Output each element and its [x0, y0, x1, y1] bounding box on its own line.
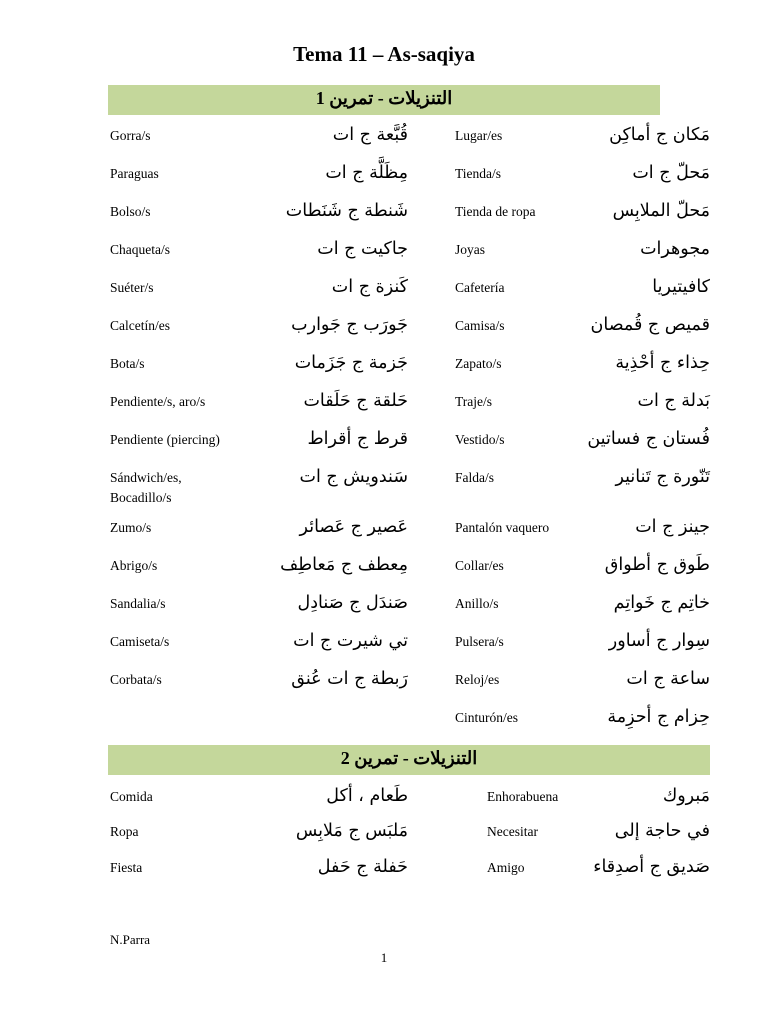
table-row	[0, 468, 768, 504]
spanish-term: Zumo/s	[110, 520, 152, 535]
arabic-term: طَعام ، أكل	[326, 786, 408, 806]
table-row	[0, 594, 768, 630]
spanish-term: Lugar/es	[455, 128, 503, 143]
arabic-term: فُستان ج فساتين	[587, 429, 710, 449]
arabic-term: كَنزة ج ات	[331, 277, 408, 297]
arabic-term: مِظَلَّة ج ات	[325, 163, 408, 183]
table-row	[0, 670, 768, 706]
arabic-term: بَدلة ج ات	[637, 391, 710, 411]
arabic-term: عَصير ج عَصائر	[299, 517, 408, 537]
spanish-term: Paraguas	[110, 166, 159, 181]
spanish-term: Gorra/s	[110, 128, 151, 143]
arabic-term: ساعة ج ات	[626, 669, 710, 689]
spanish-term: Falda/s	[455, 470, 494, 485]
arabic-term: رَبطة ج ات عُنق	[291, 669, 408, 689]
arabic-term: كافيتيريا	[652, 277, 710, 297]
footer-author: N.Parra	[110, 932, 151, 947]
table-row	[0, 632, 768, 668]
spanish-term: Joyas	[455, 242, 485, 257]
arabic-term: جَورَب ج جَوارب	[291, 315, 408, 335]
spanish-term: Corbata/s	[110, 672, 162, 687]
spanish-term: Anillo/s	[455, 596, 499, 611]
arabic-term: حِذاء ج أحْذِية	[615, 353, 710, 373]
spanish-term: Vestido/s	[455, 432, 505, 447]
arabic-term: حَلقة ج حَلَقات	[303, 391, 408, 411]
spanish-term: Bota/s	[110, 356, 145, 371]
arabic-term: مَحلّ ج ات	[632, 163, 710, 183]
spanish-term: Tienda/s	[455, 166, 502, 181]
arabic-term: طَوق ج أطواق	[604, 555, 710, 575]
section-1-heading: التنزيلات - تمرين 1	[315, 88, 453, 108]
spanish-term: Enhorabuena	[487, 789, 559, 804]
arabic-term: جاكيت ج ات	[317, 239, 408, 259]
arabic-term: جينز ج ات	[635, 517, 710, 537]
arabic-term: سَندويش ج ات	[299, 467, 408, 487]
spanish-term: Chaqueta/s	[110, 242, 170, 257]
arabic-term: حِزام ج أحزِمة	[607, 707, 710, 727]
spanish-term: Pendiente (piercing)	[110, 432, 220, 447]
spanish-term: Pantalón vaquero	[455, 520, 550, 535]
spanish-term: Sándwich/es, Bocadillo/s	[110, 470, 182, 505]
arabic-term: حَفلة ج حَفل	[317, 857, 408, 877]
table-row	[0, 316, 768, 352]
section-2-header	[108, 745, 710, 775]
arabic-term: تَنّورة ج تَنانير	[615, 467, 710, 487]
table-row	[0, 354, 768, 390]
table-row	[0, 822, 768, 858]
spanish-term: Cafetería	[455, 280, 505, 295]
spanish-term: Bolso/s	[110, 204, 151, 219]
spanish-term: Necesitar	[487, 824, 538, 839]
table-row	[0, 787, 768, 823]
arabic-term: صَندَل ج صَنادِل	[297, 593, 408, 613]
arabic-term: مَلبَس ج مَلابِس	[295, 821, 408, 841]
arabic-term: مَحلّ الملابِس	[612, 201, 710, 221]
arabic-term: تي شيرت ج ات	[293, 631, 408, 651]
table-row	[0, 556, 768, 592]
table-row	[0, 164, 768, 200]
arabic-term: مِعطف ج مَعاطِف	[280, 555, 408, 575]
spanish-term: Collar/es	[455, 558, 504, 573]
arabic-term: قميص ج قُمصان	[590, 315, 710, 335]
table-row	[0, 708, 768, 744]
arabic-term: مَبروك	[662, 786, 710, 806]
arabic-term: قرط ج أقراط	[307, 429, 408, 449]
arabic-term: مَكان ج أماكِن	[609, 125, 710, 145]
arabic-term: مجوهرات	[640, 239, 710, 259]
spanish-term: Suéter/s	[110, 280, 154, 295]
spanish-term: Comida	[110, 789, 153, 804]
arabic-term: شَنطة ج شَنَطات	[285, 201, 408, 221]
spanish-term: Traje/s	[455, 394, 493, 409]
arabic-term: جَزمة ج جَزَمات	[294, 353, 408, 373]
table-row	[0, 392, 768, 428]
arabic-term: قُبَّعة ج ات	[332, 125, 408, 145]
spanish-term: Zapato/s	[455, 356, 502, 371]
spanish-term: Calcetín/es	[110, 318, 170, 333]
spanish-term: Abrigo/s	[110, 558, 158, 573]
arabic-term: صَديق ج أصدِقاء	[593, 857, 710, 877]
spanish-term: Ropa	[110, 824, 139, 839]
spanish-term: Cinturón/es	[455, 710, 518, 725]
spanish-term: Fiesta	[110, 860, 143, 875]
spanish-term: Pendiente/s, aro/s	[110, 394, 206, 409]
spanish-term: Tienda de ropa	[455, 204, 536, 219]
page-title: Tema 11 – As-saqiya	[293, 42, 475, 66]
spanish-term: Camiseta/s	[110, 634, 170, 649]
table-row	[0, 278, 768, 314]
table-row	[0, 430, 768, 466]
spanish-term: Camisa/s	[455, 318, 505, 333]
spanish-term: Sandalia/s	[110, 596, 166, 611]
arabic-term: سِوار ج أساور	[608, 631, 710, 651]
arabic-term: خاتِم ج خَواتِم	[613, 593, 710, 613]
page-number: 1	[380, 950, 388, 965]
table-row	[0, 518, 768, 554]
spanish-term: Amigo	[487, 860, 525, 875]
table-row	[0, 202, 768, 238]
table-row	[0, 858, 768, 894]
spanish-term: Reloj/es	[455, 672, 500, 687]
section-1-header	[108, 85, 660, 115]
table-row	[0, 240, 768, 276]
section-2-heading: التنزيلات - تمرين 2	[340, 748, 478, 768]
arabic-term: في حاجة إلى	[614, 821, 710, 841]
spanish-term: Pulsera/s	[455, 634, 504, 649]
table-row	[0, 126, 768, 162]
